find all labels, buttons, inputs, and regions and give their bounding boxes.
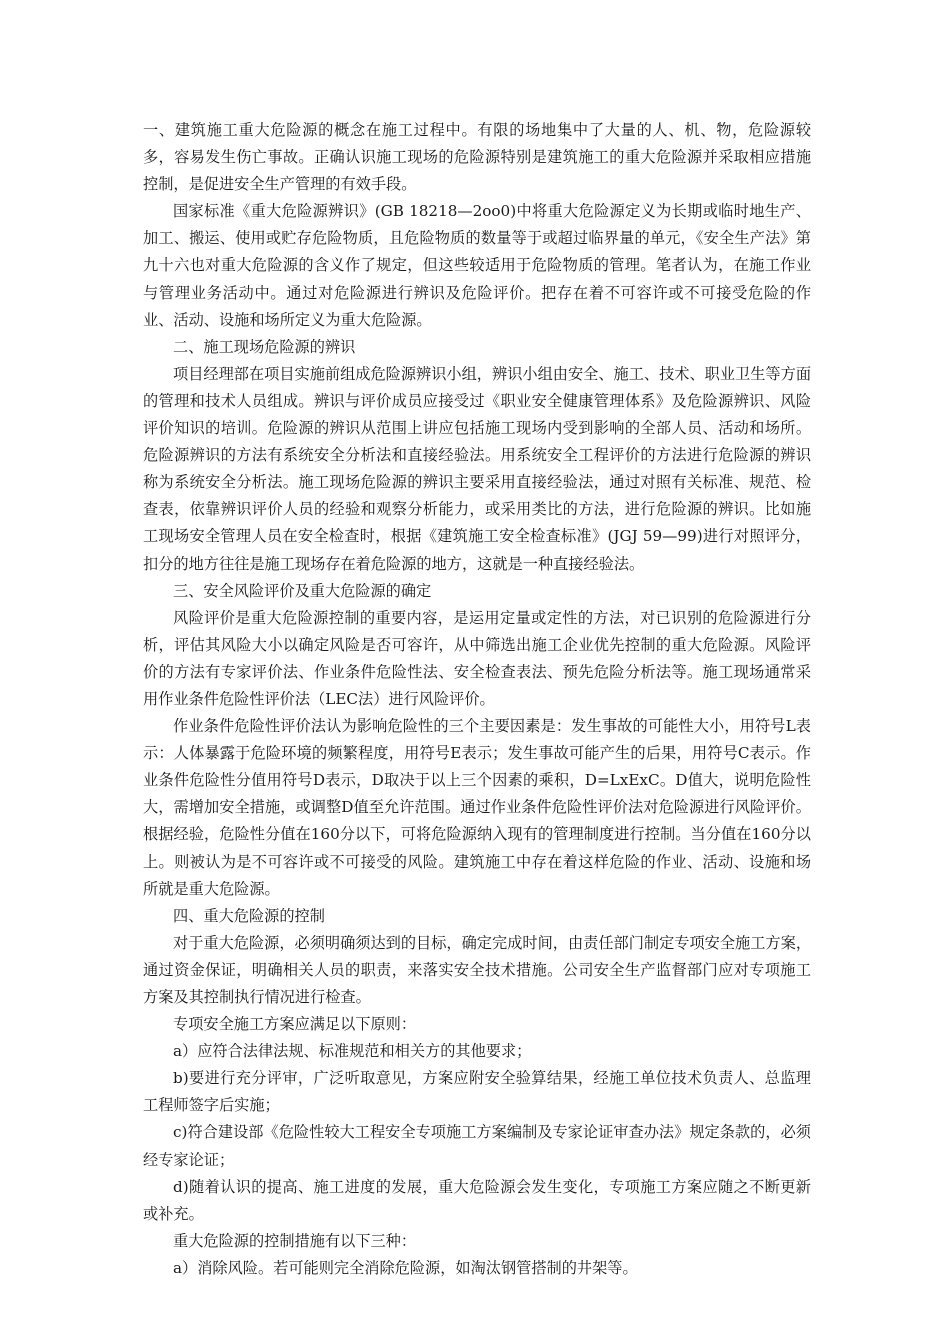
paragraph-3: 项目经理部在项目实施前组成危险源辨识小组，辨识小组由安全、施工、技术、职业卫生等方面的管理和技术人员组成。辨识与评价成员应接受过《职业安全健康管理体系》及危险源辨识、风险评价知识的培训。危险源的辨识从范围上讲应包括施工现场内受到影响的全部人员、活动和场所。危险源辨识的方法有系统安全分析法和直接经验法。用系统安全工程评价的方法进行危险源的辨识称为系统安全分析法。施工现场危险源的辨识主要采用直接经验法，通过对照有关标准、规范、检查表，依靠辨识评价人员的经验和观察分析能力，或采用类比的方法，进行危险源的辨识。比如施工现场安全管理人员在安全检查时，根据《建筑施工安全检查标准》(JGJ 59—99)进行对照评分，扣分的地方往往是施工现场存在着危险源的地方，这就是一种直接经验法。 bbox=[143, 364, 811, 573]
list-item-b: b)要进行充分评审，广泛听取意见，方案应附安全验算结果，经施工单位技术负责人、总监理工程师签字后实施； bbox=[143, 1069, 811, 1115]
paragraph-8: 重大危险源的控制措施有以下三种： bbox=[173, 1231, 416, 1250]
list-item-c: c)符合建设部《危险性较大工程安全专项施工方案编制及专家论证审查办法》规定条款的，必须经专家论证； bbox=[143, 1123, 811, 1169]
list-item-d: d)随着认识的提高、施工进度的发展，重大危险源会发生变化，专项施工方案应随之不断更新或补充。 bbox=[143, 1177, 811, 1223]
paragraph-2: 国家标准《重大危险源辨识》(GB 18218—2oo0)中将重大危险源定义为长期或临时地生产、加工、搬运、使用或贮存危险物质，且危险物质的数量等于或超过临界量的单元，《安全生产法》第九十六也对重大危险源的含义作了规定，但这些较适用于危险物质的管理。笔者认为，在施工作业与管理业务活动中。通过对危险源进行辨识及危险评价。把存在着不可容许或不可接受危险的作业、活动、设施和场所定义为重大危险源。 bbox=[143, 202, 811, 329]
paragraph-5: 作业条件危险性评价法认为影响危险性的三个主要因素是：发生事故的可能性大小，用符号L表示：人体暴露于危险环境的频繁程度，用符号E表示；发生事故可能产生的后果，用符号C表示。作业条件危险性分值用符号D表示，D取决于以上三个因素的乘积，D=LxExC。D值大，说明危险性大，需增加安全措施，或调整D值至允许范围。通过作业条件危险性评价法对危险源进行风险评价。根据经验，危险性分值在160分以下，可将危险源纳入现有的管理制度进行控制。当分值在160分以上。则被认为是不可容许或不可接受的风险。建筑施工中存在着这样危险的作业、活动、设施和场所就是重大危险源。 bbox=[143, 717, 811, 898]
document-body bbox=[143, 117, 811, 1282]
list-item-control-a: a）消除风险。若可能则完全消除危险源，如淘汰钢管搭制的井架等。 bbox=[173, 1258, 638, 1277]
paragraph-6: 对于重大危险源，必须明确须达到的目标，确定完成时间，由责任部门制定专项安全施工方案，通过资金保证，明确相关人员的职责，来落实安全技术措施。公司安全生产监督部门应对专项施工方案及其控制执行情况进行检查。 bbox=[143, 933, 811, 1006]
list-item-a: a）应符合法律法规、标准规范和相关方的其他要求； bbox=[173, 1042, 532, 1061]
section-heading-4: 四、重大危险源的控制 bbox=[173, 906, 325, 925]
paragraph-1: 一、建筑施工重大危险源的概念在施工过程中。有限的场地集中了大量的人、机、物，危险源较多，容易发生伤亡事故。正确认识施工现场的危险源特别是建筑施工的重大危险源并采取相应措施控制，是促进安全生产管理的有效手段。 bbox=[143, 121, 811, 194]
section-heading-3: 三、安全风险评价及重大危险源的确定 bbox=[173, 581, 432, 600]
paragraph-4: 风险评价是重大危险源控制的重要内容，是运用定量或定性的方法，对已识别的危险源进行分析，评估其风险大小以确定风险是否可容许，从中筛选出施工企业优先控制的重大危险源。风险评价的方法有专家评价法、作业条件危险性法、安全检查表法、预先危险分析法等。施工现场通常采用作业条件危险性评价法（LEC法）进行风险评价。 bbox=[143, 608, 811, 708]
section-heading-2: 二、施工现场危险源的辨识 bbox=[173, 337, 356, 356]
paragraph-7: 专项安全施工方案应满足以下原则： bbox=[173, 1015, 416, 1034]
